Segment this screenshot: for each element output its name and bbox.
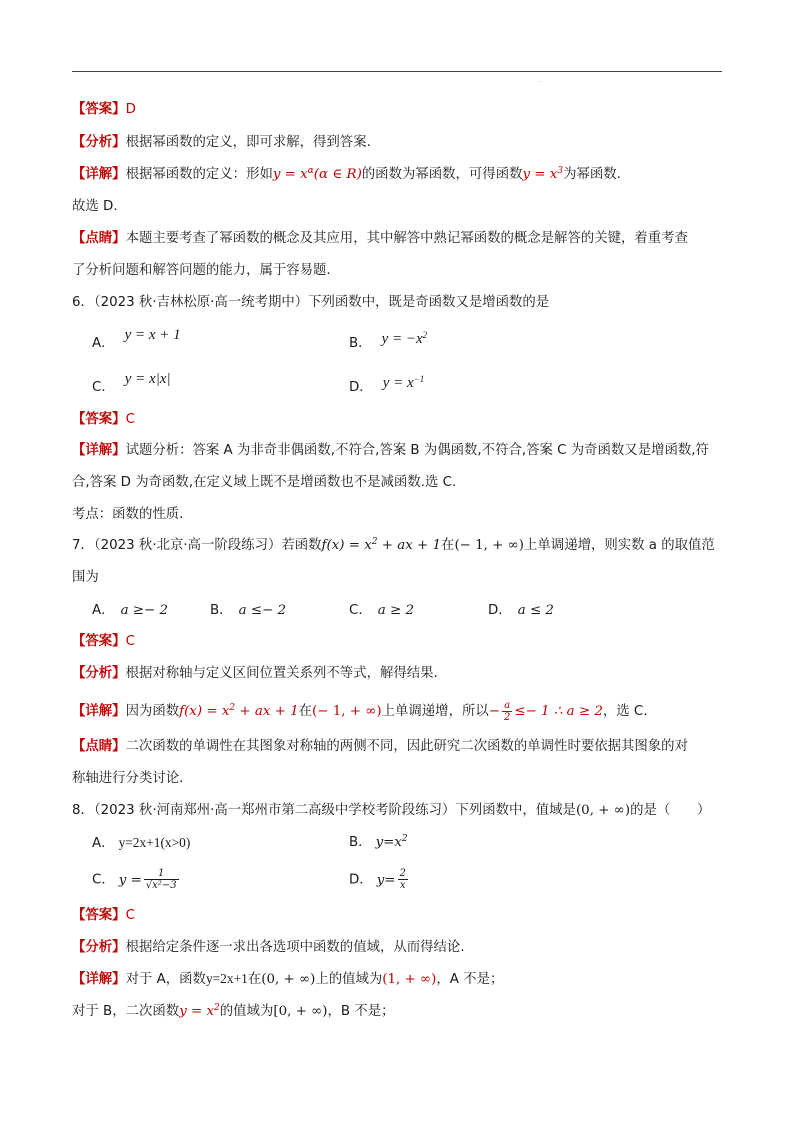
math-text: y = x [179, 1004, 215, 1019]
option-math [382, 331, 428, 347]
detail-line [72, 969, 503, 990]
detail-text: ，A 不是； [436, 972, 504, 987]
math-text: (α ∈ R) [313, 167, 362, 182]
comment-tag: 【点睛】 [72, 231, 126, 246]
question-text: 上单调递增，则实数 a 的取值范 [524, 538, 715, 553]
comment-line: 了分析问题和解答问题的能力，属于容易题. [72, 263, 331, 278]
numerator: a [502, 700, 512, 712]
answer-value: C [125, 908, 135, 923]
option-math: y = [118, 872, 142, 888]
denominator: 2 [503, 712, 511, 723]
math: y=2x+1 [205, 971, 248, 986]
fraction [398, 868, 408, 891]
fraction [502, 700, 512, 723]
analysis-text: 根据幂函数的定义，即可求解，得到答案. [125, 135, 371, 150]
math-text: + ax + 1 [235, 704, 299, 719]
question-text: 8．（2023 秋·河南郑州·高一郑州市第二高级中学校考阶段练习）下列函数中，值域是 [72, 803, 576, 818]
answer-value: C [125, 634, 135, 649]
question-6-title: 6．（2023 秋·吉林松原·高一统考期中）下列函数中，既是奇函数又是增函数的是 [72, 295, 550, 310]
math [522, 167, 563, 182]
math [179, 704, 299, 719]
detail-text: ，选 C. [602, 704, 648, 719]
math-text: y = x [382, 375, 414, 391]
option-label: B． [349, 336, 372, 351]
math [488, 700, 603, 723]
math-exp: 3 [557, 166, 564, 176]
detail-text: 因为函数 [125, 704, 180, 719]
fraction [144, 868, 179, 891]
math-exp: α [307, 166, 314, 176]
detail-line: 合,答案 D 为奇函数,在定义域上既不是增函数也不是减函数.选 C. [72, 475, 457, 490]
option-b [349, 330, 428, 354]
option-math: a ≥− 2 [120, 603, 169, 618]
analysis-text: 根据给定条件逐一求出各选项中函数的值域，从而得结论. [125, 940, 465, 955]
math: (0, + ∞) [261, 972, 316, 987]
option-d [488, 601, 554, 621]
conclusion-line: 故选 D. [72, 199, 118, 214]
question-8-title [72, 801, 710, 821]
math-exp: 2 [229, 703, 236, 713]
answer-value: D [125, 102, 136, 117]
option-math: y = x + 1 [124, 327, 181, 343]
detail-text: ，B 不是； [327, 1004, 395, 1019]
detail-text: 对于 A，函数 [125, 972, 206, 987]
option-label: C． [349, 603, 372, 618]
answer-line [72, 632, 135, 652]
question-7-title-cont: 围为 [72, 570, 99, 585]
question-text: 在 [441, 538, 455, 553]
math-exp: 2 [371, 537, 378, 547]
option-math [383, 375, 425, 391]
analysis-line [72, 664, 438, 684]
option-label: B． [349, 835, 372, 850]
option-d [349, 374, 425, 398]
analysis-line [72, 938, 465, 958]
detail-text: 对于 B，二次函数 [72, 1004, 180, 1019]
math: (− 1, + ∞) [454, 538, 525, 553]
math-text: y = −x [381, 331, 423, 347]
option-label: A． [92, 836, 115, 851]
option-c [92, 868, 181, 891]
option-math: y=2x+1(x>0) [118, 835, 191, 850]
header-dot: . [539, 76, 542, 84]
math-exp: 2 [422, 330, 428, 340]
detail-tag: 【详解】 [72, 443, 126, 458]
option-label: D． [349, 380, 373, 395]
comment-text: 二次函数的单调性在其图象对称轴的两侧不同，因此研究二次函数的单调性时要依据其图象的对 [125, 739, 688, 754]
option-label: C． [92, 872, 115, 888]
option-math: y = x|x| [124, 371, 171, 387]
math: (1, + ∞) [382, 972, 437, 987]
detail-tag: 【详解】 [72, 972, 126, 987]
math: (− 1, + ∞) [312, 704, 382, 719]
question-text: 的是（ ） [630, 803, 711, 818]
detail-line [72, 441, 709, 461]
answer-line [72, 906, 135, 926]
math-exp: −1 [413, 374, 425, 384]
option-c [92, 371, 171, 398]
comment-line [72, 737, 688, 757]
detail-text: 在 [298, 704, 313, 719]
note-line: 考点：函数的性质. [72, 507, 184, 522]
detail-text: 为幂函数. [563, 167, 621, 182]
option-math: a ≤− 2 [238, 603, 287, 618]
math-text: ≤− 1 ∴ a ≥ 2 [514, 704, 603, 719]
answer-tag: 【答案】 [72, 412, 126, 427]
math [322, 538, 442, 553]
detail-text: 上的值域为 [315, 972, 383, 987]
math-text: f(x) = x [179, 704, 230, 719]
answer-value: C [125, 412, 135, 427]
question-7-title [72, 536, 715, 556]
detail-text: 的值域为 [219, 1004, 274, 1019]
analysis-tag: 【分析】 [72, 135, 126, 150]
detail-text: 的函数为幂函数，可得函数 [361, 167, 523, 182]
detail-line [72, 165, 621, 185]
analysis-tag: 【分析】 [72, 666, 126, 681]
math [273, 167, 362, 182]
option-label: D． [349, 872, 373, 888]
option-label: A． [92, 603, 115, 618]
option-label: B． [210, 603, 233, 618]
analysis-text: 根据对称轴与定义区间位置关系列不等式，解得结果. [125, 666, 438, 681]
detail-text: 上单调递增，所以 [381, 704, 489, 719]
math-exp: 2 [401, 834, 408, 844]
option-math: a ≥ 2 [377, 603, 414, 618]
detail-text: 试题分析：答案 A 为非奇非偶函数,不符合,答案 B 为偶函数,不符合,答案 C 为奇函数又是增函数,符 [125, 443, 709, 458]
option-label: D． [488, 603, 512, 618]
option-label: A． [92, 336, 115, 351]
detail-tag: 【详解】 [72, 704, 126, 719]
comment-line [72, 229, 688, 249]
math: (0, + ∞) [575, 803, 631, 818]
math-text: y = x [522, 167, 558, 182]
answer-line [72, 410, 135, 430]
detail-tag: 【详解】 [72, 167, 126, 182]
detail-text: 根据幂函数的定义：形如 [125, 167, 273, 182]
option-b [349, 833, 408, 853]
answer-tag: 【答案】 [72, 634, 126, 649]
numerator: 2 [399, 868, 406, 879]
answer-tag: 【答案】 [72, 908, 126, 923]
option-b [210, 601, 286, 621]
detail-line [72, 700, 648, 723]
comment-tag: 【点睛】 [72, 739, 126, 754]
detail-line [72, 1002, 394, 1022]
analysis-tag: 【分析】 [72, 940, 126, 955]
denominator: x [399, 880, 406, 891]
math-text: y = x [272, 167, 308, 182]
option-a [92, 833, 190, 854]
numerator: 1 [144, 868, 179, 880]
option-a [92, 327, 181, 354]
option-a [92, 601, 168, 621]
math-text: + ax + 1 [377, 538, 442, 553]
option-d [349, 868, 410, 891]
answer-line [72, 100, 136, 120]
math: [0, + ∞) [273, 1004, 328, 1019]
answer-tag: 【答案】 [72, 102, 126, 117]
denominator: √x²−3 [145, 880, 177, 891]
option-math [376, 835, 408, 850]
option-label: C． [92, 380, 115, 395]
comment-line: 称轴进行分类讨论． [72, 771, 193, 786]
comment-text: 本题主要考查了幂函数的概念及其应用，其中解答中熟记幂函数的概念是解答的关键，着重考查 [125, 231, 688, 246]
math-text: y=x [375, 835, 402, 850]
math-text: − [488, 704, 500, 719]
math [179, 1004, 220, 1019]
math-exp: 2 [214, 1003, 220, 1013]
option-c [349, 601, 414, 621]
question-text: 7．（2023 秋·北京·高一阶段练习）若函数 [72, 538, 322, 553]
analysis-line [72, 133, 371, 153]
math-text: f(x) = x [321, 538, 372, 553]
detail-text: 在 [247, 972, 262, 987]
option-math: a ≤ 2 [517, 603, 554, 618]
option-math: y= [376, 872, 396, 888]
header-rule [72, 71, 722, 72]
radicand: x²−3 [152, 880, 177, 891]
